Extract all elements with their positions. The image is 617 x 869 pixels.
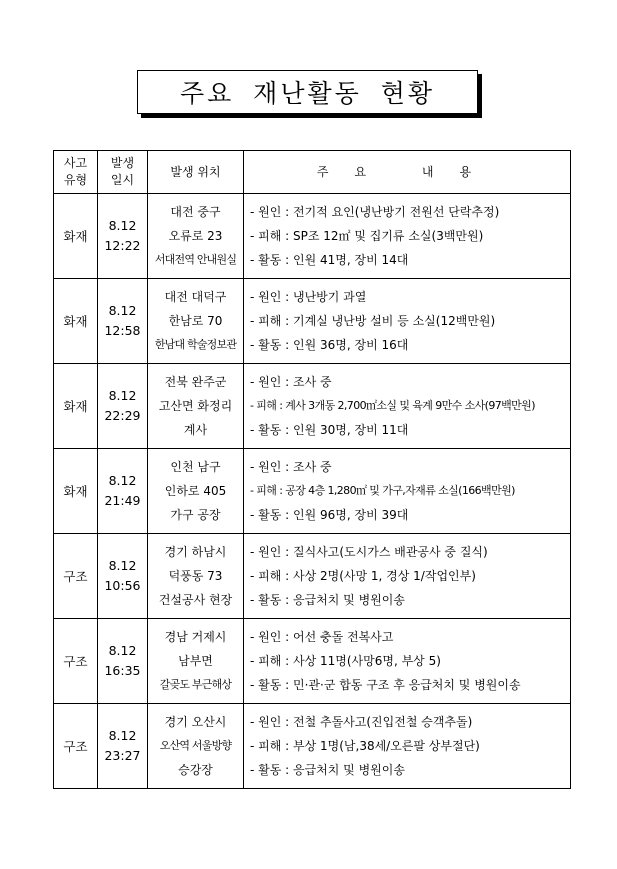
cell-datetime: [98, 279, 148, 364]
detail-line: - 원인 : 조사 중: [250, 460, 332, 474]
detail-line: - 활동 : 응급처치 및 병원이송: [250, 763, 405, 777]
detail-line: - 활동 : 인원 41명, 장비 14대: [250, 253, 409, 267]
cell-location: [148, 364, 244, 449]
table-row: [54, 534, 571, 619]
time-text: 12:58: [104, 323, 141, 338]
disaster-activity-table: [53, 150, 571, 789]
location-line: 경기 하남시: [164, 545, 227, 559]
location-line: 대전 대덕구: [164, 290, 227, 304]
location-line: 대전 중구: [170, 205, 221, 219]
detail-line: - 피해 : SP조 12㎡ 및 집기류 소실(3백만원): [250, 229, 484, 243]
location-line: 인천 남구: [170, 460, 221, 474]
detail-line: - 활동 : 민·관·군 합동 구조 후 응급처치 및 병원이송: [250, 678, 521, 692]
detail-line: - 활동 : 응급처치 및 병원이송: [250, 593, 405, 607]
cell-datetime: [98, 619, 148, 704]
date-text: 8.12: [108, 643, 137, 658]
document-title-box: [137, 70, 478, 114]
cell-datetime: [98, 194, 148, 279]
table-row: [54, 449, 571, 534]
cell-datetime: [98, 704, 148, 789]
location-line: 서대전역 안내원실: [154, 253, 237, 266]
date-text: 8.12: [108, 473, 137, 488]
cell-accident-type: 구조: [54, 619, 98, 704]
detail-line: - 활동 : 인원 30명, 장비 11대: [250, 423, 409, 437]
location-line: 남부면: [178, 654, 213, 668]
cell-details: [244, 704, 571, 789]
time-text: 10:56: [104, 578, 141, 593]
cell-location: [148, 704, 244, 789]
detail-line: - 원인 : 전철 추돌사고(진입전철 승객추돌): [250, 715, 473, 729]
header-type-line2: 유형: [63, 173, 88, 187]
time-text: 22:29: [104, 408, 141, 423]
header-main-content: 주요 내용: [244, 151, 571, 194]
location-line: 오산역 서울방향: [159, 739, 232, 752]
detail-line: - 원인 : 어선 충돌 전복사고: [250, 630, 394, 644]
detail-line: - 원인 : 질식사고(도시가스 배관공사 중 질식): [250, 545, 488, 559]
cell-accident-type: 구조: [54, 704, 98, 789]
date-text: 8.12: [108, 303, 137, 318]
cell-details: [244, 364, 571, 449]
detail-line: - 피해 : 기계실 냉난방 설비 등 소실(12백만원): [250, 314, 496, 328]
location-line: 건설공사 현장: [158, 593, 233, 607]
detail-line: - 원인 : 전기적 요인(냉난방기 전원선 단락추정): [250, 205, 500, 219]
cell-accident-type: 화재: [54, 449, 98, 534]
detail-line: - 활동 : 인원 36명, 장비 16대: [250, 338, 409, 352]
detail-line: - 피해 : 사상 2명(사망 1, 경상 1/작업인부): [250, 569, 476, 583]
table-row: [54, 619, 571, 704]
header-occurrence-datetime: [98, 151, 148, 194]
cell-location: [148, 534, 244, 619]
cell-accident-type: 화재: [54, 194, 98, 279]
table-row: [54, 194, 571, 279]
cell-location: [148, 194, 244, 279]
table-header-row: [54, 151, 571, 194]
cell-datetime: [98, 364, 148, 449]
time-text: 12:22: [104, 238, 141, 253]
detail-line: - 원인 : 냉난방기 과열: [250, 290, 367, 304]
header-type-line1: 사고: [63, 156, 88, 170]
location-line: 한남로 70: [168, 314, 223, 328]
location-line: 덕풍동 73: [168, 569, 223, 583]
date-text: 8.12: [108, 728, 137, 743]
cell-location: [148, 449, 244, 534]
header-location: 발생 위치: [148, 151, 244, 194]
date-text: 8.12: [108, 218, 137, 233]
location-line: 한남대 학술정보관: [154, 338, 237, 351]
detail-line: - 원인 : 조사 중: [250, 375, 332, 389]
cell-details: [244, 449, 571, 534]
header-date-line1: 발생: [110, 156, 135, 170]
cell-datetime: [98, 534, 148, 619]
cell-details: [244, 534, 571, 619]
cell-details: [244, 194, 571, 279]
time-text: 23:27: [104, 748, 141, 763]
location-line: 전북 완주군: [164, 375, 227, 389]
location-line: 경기 오산시: [164, 715, 227, 729]
date-text: 8.12: [108, 388, 137, 403]
cell-details: [244, 619, 571, 704]
location-line: 갈곶도 부근해상: [159, 678, 232, 691]
detail-line: - 피해 : 사상 11명(사망6명, 부상 5): [250, 654, 441, 668]
location-line: 고산면 화정리: [158, 399, 233, 413]
location-line: 가구 공장: [170, 508, 221, 522]
header-accident-type: [54, 151, 98, 194]
detail-line: - 활동 : 인원 96명, 장비 39대: [250, 508, 409, 522]
cell-location: [148, 619, 244, 704]
table-row: [54, 279, 571, 364]
location-line: 오류로 23: [168, 229, 223, 243]
location-line: 계사: [183, 423, 208, 437]
cell-details: [244, 279, 571, 364]
location-line: 경남 거제시: [164, 630, 227, 644]
detail-line: - 피해 : 공장 4층 1,280㎡ 및 가구,자재류 소실(166백만원): [250, 484, 515, 497]
header-date-line2: 일시: [110, 173, 135, 187]
location-line: 승강장: [178, 763, 213, 777]
table-row: [54, 704, 571, 789]
cell-location: [148, 279, 244, 364]
detail-line: - 피해 : 부상 1명(남,38세/오른팔 상부절단): [250, 739, 480, 753]
table-row: [54, 364, 571, 449]
cell-datetime: [98, 449, 148, 534]
cell-accident-type: 화재: [54, 279, 98, 364]
location-line: 인하로 405: [164, 484, 227, 498]
document-title: 주요 재난활동 현황: [179, 79, 436, 108]
date-text: 8.12: [108, 558, 137, 573]
time-text: 21:49: [104, 493, 141, 508]
cell-accident-type: 화재: [54, 364, 98, 449]
detail-line: - 피해 : 계사 3개동 2,700㎡소실 및 육계 9만수 소사(97백만원): [250, 399, 535, 412]
time-text: 16:35: [104, 663, 141, 678]
cell-accident-type: 구조: [54, 534, 98, 619]
